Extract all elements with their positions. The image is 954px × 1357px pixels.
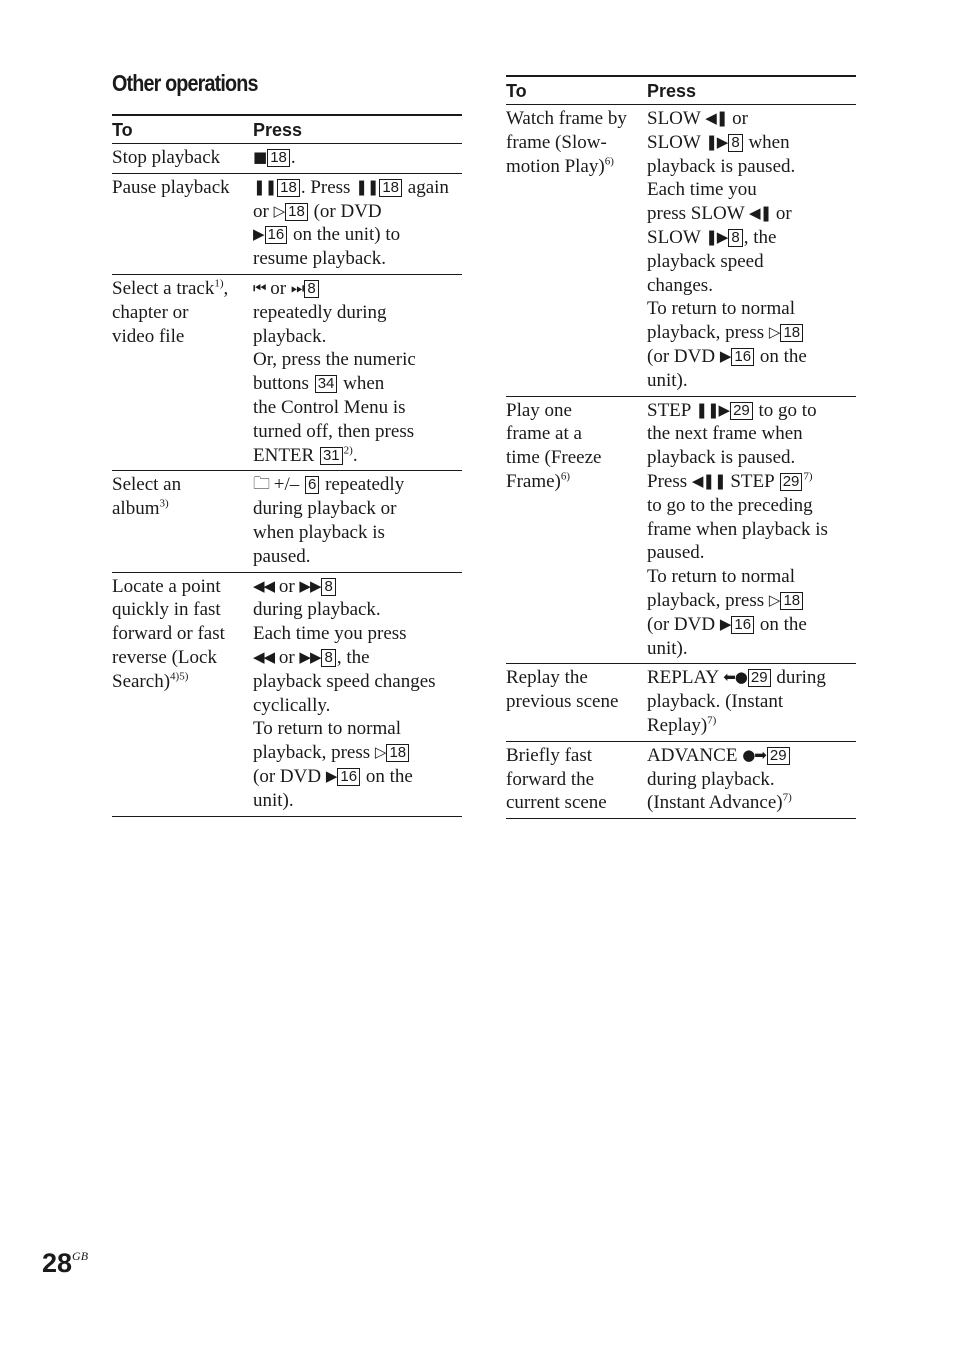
text-line: Pause playback [112,176,230,198]
pause-icon: ❚❚ [355,177,379,196]
text-run: , the [336,646,370,668]
table-row [112,471,462,572]
text-run: playback is paused. [647,155,796,177]
text-run: REPLAY [647,667,724,689]
key-number-box: 18 [379,179,402,197]
table-row [112,572,462,816]
text-line [253,521,462,545]
text-run: unit). [647,637,688,659]
text-line [647,321,856,345]
text-line: video file [112,325,185,347]
key-number-box: 29 [780,473,803,491]
text-line [647,250,856,274]
text-run: on the [361,765,413,787]
text-line [506,155,643,179]
next-icon: ⏭ [290,278,304,297]
column-header-press: Press [253,120,303,140]
rewind-icon: ◀◀ [253,576,275,595]
text-run: paused. [253,545,311,567]
text-run: repeatedly [320,474,405,496]
text-run: on the unit) to [288,224,401,246]
text-run: . [352,444,358,466]
text-run: paused. [647,542,705,564]
text-run: on the [755,345,807,367]
step-back-icon: ◀❚❚ [691,471,726,490]
text-line [647,155,856,179]
press-cell [647,741,856,818]
table-header-row [112,115,462,144]
text-line: Stop playback [112,147,221,168]
text-run: playback. [253,325,327,347]
table-row [506,664,856,741]
text-run: To return to normal [253,718,401,740]
text-run: playback is paused. [647,447,796,469]
text-line: Replay the [506,667,588,689]
text-line [253,200,462,224]
footnote-ref: 6) [604,155,614,168]
key-number-box: 18 [267,149,290,167]
text-line [253,646,462,670]
folder-icon: 🗀 [253,474,269,495]
text-run: +/– [269,474,304,496]
text-line [647,446,856,470]
text-line [647,791,856,815]
key-number-box: 29 [767,747,790,765]
text-line [647,202,856,226]
text-run: frame when playback is [647,518,828,540]
press-cell [253,572,462,816]
text-line: frame at a [506,423,582,445]
page-number-value: 28 [42,1248,73,1278]
operations-table-left [112,114,462,817]
text-run: Press [647,470,692,492]
to-cell [506,105,647,397]
play-outline-icon: ▷ [374,743,386,762]
text-run: again [403,176,449,198]
table-header-row [506,76,856,105]
to-cell [112,274,253,470]
text-run: SLOW [647,131,706,153]
press-cell [253,144,462,174]
text-run: playback, press [647,322,769,344]
stop-icon: ■ [253,148,267,166]
text-run: To return to normal [647,566,795,588]
text-run: turned off, then press [253,420,415,442]
text-run: (or DVD [647,345,720,367]
text-run: or [265,277,291,299]
text-line [253,765,462,789]
text-line [647,107,856,131]
section-title: Other operations [112,70,258,96]
to-cell [112,144,253,174]
text-run: buttons [253,373,314,395]
text-line [253,325,462,349]
text-run: SLOW [647,108,706,129]
slow-forward-icon: ❚▶ [705,132,728,151]
text-line [647,768,856,792]
text-line: frame (Slow- [506,131,607,153]
text-run: repeatedly during [253,301,387,323]
text-line: Watch frame by [506,108,627,129]
text-line [647,131,856,155]
to-cell [506,396,647,664]
text-line: current scene [506,792,607,814]
text-line: Locate a point [112,575,221,597]
key-number-box: 18 [780,324,803,342]
key-number-box: 16 [731,348,754,366]
key-number-box: 29 [748,669,771,687]
text-run: during playback. [647,768,775,790]
fast-forward-icon: ▶▶ [299,576,321,595]
text-run: resume playback. [253,248,386,270]
text-line [647,470,856,494]
operations-table-right [506,75,856,819]
to-cell [506,664,647,741]
table-row [506,105,856,397]
text-line [253,598,462,622]
previous-icon: ⏮ [253,278,266,297]
key-number-box: 16 [265,226,288,244]
key-number-box: 18 [285,203,308,221]
text-line [647,541,856,565]
key-number-box: 31 [320,447,343,465]
footnote-ref: 7) [803,470,813,483]
text-run: during playback. [253,599,381,621]
text-line [253,789,462,813]
text-run: the Control Menu is [253,396,406,418]
text-line: reverse (Lock [112,646,217,668]
text-run: , the [743,226,777,248]
text-line [647,666,856,690]
text-line [112,277,249,301]
key-number-box: 18 [277,179,300,197]
text-run: when [338,373,385,395]
text-line [647,565,856,589]
press-cell [253,274,462,470]
text-line [253,223,462,247]
step-forward-icon: ❚❚▶ [695,400,730,419]
text-line: forward the [506,768,595,790]
to-cell [112,471,253,572]
play-icon: ▶ [253,225,264,244]
text-run: to go to [753,399,817,421]
table-row [506,741,856,818]
text-run: Each time you press [253,623,407,645]
text-run: ENTER [253,444,319,466]
to-cell [112,173,253,274]
text-line [253,420,462,444]
text-line [253,497,462,521]
footnote-ref: 7) [782,791,792,804]
advance-icon: ●➡ [742,745,766,764]
text-run: or [727,108,748,129]
replay-icon: ⬅● [723,668,747,687]
press-cell [253,471,462,572]
text-line [647,714,856,738]
key-number-box: 18 [386,744,409,762]
text-run: STEP [647,399,696,421]
text-line [647,494,856,518]
text-run: Search) [112,670,171,692]
text-run: unit). [253,789,294,811]
fast-forward-icon: ▶▶ [299,647,321,666]
text-line [112,670,249,694]
text-line [647,178,856,202]
text-run: . [290,147,296,168]
text-run: playback speed [647,250,764,272]
text-line [647,297,856,321]
text-run: during playback or [253,498,397,520]
key-number-box: 8 [304,280,318,298]
column-header-to: To [506,81,527,101]
key-number-box: 8 [321,649,335,667]
text-line [253,670,462,694]
text-run: Frame) [506,470,561,492]
play-icon: ▶ [719,346,731,365]
text-line [647,613,856,637]
footnote-ref: 1) [214,277,224,290]
text-run: cyclically. [253,694,331,716]
text-line: previous scene [506,691,619,713]
text-run: album [112,498,160,520]
key-number-box: 8 [728,229,742,247]
text-run: Each time you [647,179,757,201]
text-run: unit). [647,369,688,391]
text-line [253,741,462,765]
text-line [647,744,856,768]
text-run: during [771,667,826,689]
key-number-box: 34 [315,375,338,393]
footnote-ref: 3) [159,497,169,510]
text-line: Play one [506,399,572,421]
text-line [253,176,462,200]
slow-reverse-icon: ◀❚ [705,109,728,127]
text-run: playback, press [253,742,375,764]
text-line: forward or fast [112,623,225,645]
page-number [42,1248,88,1279]
text-run: changes. [647,274,713,296]
table-row [112,274,462,470]
text-line [647,637,856,661]
text-run: or [771,203,792,225]
text-line [647,226,856,250]
slow-forward-icon: ❚▶ [705,227,728,246]
text-run: (or DVD [253,765,326,787]
text-line: chapter or [112,301,189,323]
text-line [253,694,462,718]
play-outline-icon: ▷ [768,323,780,342]
text-line [647,518,856,542]
text-run: when [743,131,790,153]
footnote-ref: 2) [343,444,353,457]
text-line: quickly in fast [112,599,221,621]
text-line [253,396,462,420]
text-run: press SLOW [647,203,750,225]
key-number-box: 8 [321,578,335,596]
text-line: Briefly fast [506,744,593,766]
footnote-ref: 7) [707,714,717,727]
text-line [253,622,462,646]
text-line [253,301,462,325]
text-line [253,277,462,301]
to-cell [112,572,253,816]
text-line [253,545,462,569]
text-line [647,369,856,393]
press-cell [647,664,856,741]
text-run: (or DVD [308,200,382,222]
text-run: playback speed changes [253,670,436,692]
text-run: the next frame when [647,423,803,445]
text-run: or [274,575,300,597]
text-run: To return to normal [647,298,795,320]
text-run: (or DVD [647,613,720,635]
text-run: to go to the preceding [647,494,813,516]
text-line [253,247,462,271]
text-line [647,690,856,714]
play-icon: ▶ [719,614,731,633]
text-run: , [223,277,229,299]
footnote-ref: 4)5) [170,670,189,683]
text-run: ADVANCE [647,744,743,766]
text-line [253,444,462,468]
text-line [253,348,462,372]
footnote-ref: 6) [560,470,571,483]
text-line: Select an [112,474,182,496]
text-run: on the [755,613,807,635]
table-row [506,396,856,664]
text-line [647,345,856,369]
text-line [647,399,856,423]
play-icon: ▶ [325,766,337,785]
text-line [112,497,249,521]
text-line [647,422,856,446]
text-run: or [253,200,274,222]
text-line [253,575,462,599]
key-number-box: 8 [728,134,742,152]
text-run: playback. (Instant [647,691,784,713]
text-line [253,473,462,497]
text-run: Or, press the numeric [253,349,416,371]
text-run: playback, press [647,589,769,611]
pause-icon: ❚❚ [253,177,277,196]
key-number-box: 18 [780,592,803,610]
text-run: motion Play) [506,155,605,177]
slow-reverse-icon: ◀❚ [749,204,772,223]
text-run: Select a track [112,277,215,299]
key-number-box: 29 [730,402,753,420]
press-cell [647,396,856,664]
text-line [253,372,462,396]
text-line [506,470,643,494]
text-run: (Instant Advance) [647,792,783,814]
text-line: time (Freeze [506,447,602,469]
to-cell [506,741,647,818]
text-run: . Press [300,176,356,198]
play-outline-icon: ▷ [768,590,780,609]
page-number-suffix: GB [72,1249,89,1263]
press-cell [647,105,856,397]
table-row [112,144,462,174]
text-run: when playback is [253,521,385,543]
text-run: STEP [725,470,779,492]
column-header-to: To [112,120,133,140]
text-run: SLOW [647,226,706,248]
press-cell [253,173,462,274]
key-number-box: 6 [305,476,319,494]
rewind-icon: ◀◀ [253,647,275,666]
text-run: or [274,646,300,668]
text-line [647,589,856,613]
key-number-box: 16 [731,616,754,634]
text-run: Replay) [647,714,708,736]
play-outline-icon: ▷ [273,201,285,220]
column-header-press: Press [647,81,697,101]
text-line [253,717,462,741]
text-line [253,146,462,170]
table-row [112,173,462,274]
key-number-box: 16 [337,768,360,786]
text-line [647,274,856,298]
